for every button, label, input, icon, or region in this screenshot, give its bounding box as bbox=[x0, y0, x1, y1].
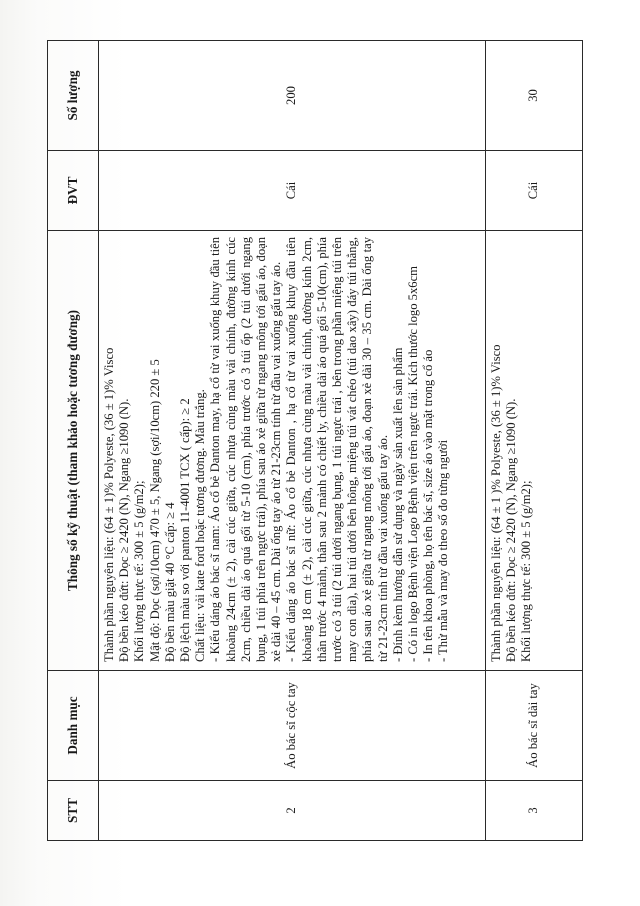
rotated-page bbox=[47, 41, 577, 841]
header-spec: Thông số kỹ thuật (tham khảo hoặc tương đương) bbox=[48, 231, 99, 671]
spec-line: Độ bền màu giặt 40 °C cấp: ≥ 4 bbox=[162, 502, 177, 662]
spec-line: Độ lệch màu so với panton 11-4001 TCX ( cấp): ≥ 2 bbox=[178, 398, 193, 662]
header-stt: STT bbox=[48, 781, 99, 841]
spec-line: Thành phần nguyên liệu: (64 ± 1)% Polyeste, (36 ± 1)% Visco bbox=[102, 347, 116, 662]
header-name: Danh mục bbox=[48, 671, 99, 781]
spec-line: Mật độ: Dọc (sợi/10cm) 470 ± 5, Ngang (sợi/10cm) 220 ± 5 bbox=[147, 359, 162, 662]
row-qty: 200 bbox=[99, 41, 486, 151]
spec-line: Khối lượng thực tế: 300 ± 5 (g/m2); bbox=[519, 480, 534, 662]
spec-line: Độ bền kéo đứt: Dọc ≥ 2420 (N), Ngang ≥1090 (N). bbox=[117, 398, 132, 662]
row-name: Áo bác sĩ dài tay bbox=[486, 671, 583, 781]
spec-line: - Thử mẫu và may đo theo số đo từng người bbox=[436, 439, 451, 662]
header-qty: Số lượng bbox=[48, 41, 99, 151]
table-row bbox=[99, 41, 486, 841]
row-spec bbox=[486, 231, 583, 671]
spec-line: Khối lượng thực tế: 300 ± 5 (g/m2); bbox=[132, 480, 147, 662]
spec-line: - Có in logo Bệnh viện Logo Bệnh viện trên ngực trái. Kích thước logo 5x6cm bbox=[406, 266, 421, 662]
row-unit: Cái bbox=[486, 151, 583, 231]
spec-line: - Kiểu dáng áo bác sĩ nam: Áo cổ bẻ Danton may, hạ cổ từ vai xuống khuy đầu tiên khoảng 24cm (± 2), cài cúc giữa, cúc nhựa cùng màu vải chính, đường kính cúc 2cm, chiều dài áo quá gối từ 5-10 (cm), phía trước có 3 túi ốp (2 túi dưới ngang bụng, 1 túi phía trên ngực trái), phía sau áo xẻ giữa từ ngang mông tới gấu áo, đoạn xẻ dài 40 – 45 cm. Dài ống tay áo từ 21-23cm tính từ đầu vai xuống gấu tay áo. bbox=[208, 237, 284, 662]
row-stt: 2 bbox=[99, 781, 486, 841]
table-row bbox=[486, 41, 583, 841]
spec-line: - In tên khoa phòng, họ tên bác sĩ, size áo vào mặt trong cổ áo bbox=[421, 349, 436, 662]
table-header-row bbox=[48, 41, 99, 841]
spec-line: - Kiểu dáng áo bác sĩ nữ: Áo cổ bẻ Danton , hạ cổ từ vai xuống khuy đầu tiên khoảng 18 cm (± 2), cài cúc giữa, cúc nhựa cùng màu vải chính, đường kính 2cm, thân trước 4 mảnh, thân sau 2 mảnh có chiết ly, chiều dài áo quá gối 5-10(cm), phía trước có 3 túi (2 túi dưới ngang bụng, 1 túi ngực trái , bên trong phần miệng túi trên may con dìa), hai túi dưới bên hông, miệng túi vát chéo (túi dao xây) đáy túi thẳng, phía sau áo xẻ giữa từ ngang mông tới gấu áo, đoạn xẻ dài 30 – 35 cm. Dài ống tay từ 21-23cm tính từ đầu vai xuống gấu tay áo. bbox=[284, 237, 390, 662]
row-name: Áo bác sĩ cộc tay bbox=[99, 671, 486, 781]
spec-line: Chất liệu: vải kate ford hoặc tương đương. Màu trắng. bbox=[193, 389, 208, 662]
spec-line: Thành phần nguyên liệu: (64 ± 1 )% Polyeste, (36 ± 1)% Visco bbox=[489, 344, 503, 662]
spec-line: - Đính kèm hướng dẫn sử dụng và ngày sản xuất lên sản phẩm bbox=[390, 347, 405, 662]
spec-line: Độ bền kéo đứt: Dọc ≥ 2420 (N), Ngang ≥1090 (N). bbox=[504, 398, 519, 662]
header-unit: ĐVT bbox=[48, 151, 99, 231]
row-qty: 30 bbox=[486, 41, 583, 151]
row-stt: 3 bbox=[486, 781, 583, 841]
row-spec bbox=[99, 231, 486, 671]
row-unit: Cái bbox=[99, 151, 486, 231]
technical-spec-table bbox=[47, 40, 583, 841]
